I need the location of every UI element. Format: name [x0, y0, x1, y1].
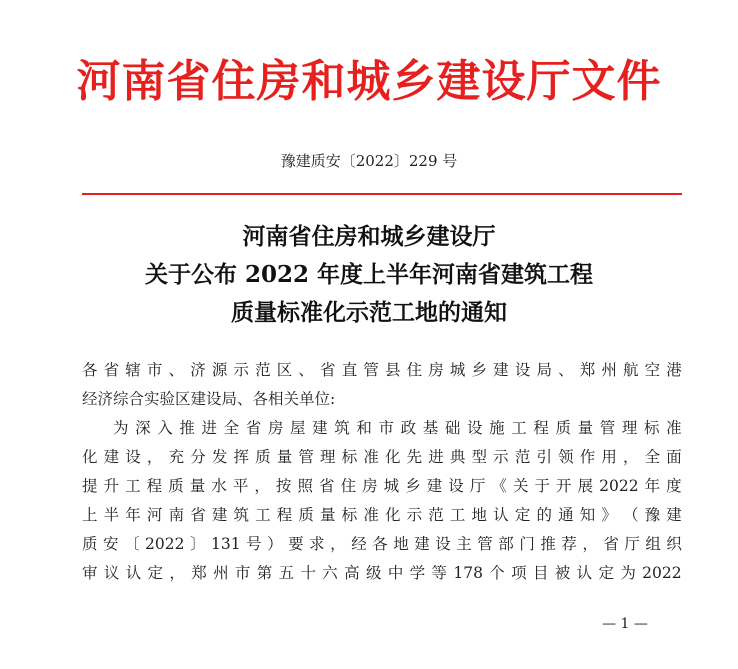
notice-title — [0, 218, 738, 332]
body-line-paragraph-2: 化 建 设 ， 充 分 发 挥 质 量 管 理 标 准 化 先 进 典 型 示 范 引 领 作 用 ， 全 面 — [82, 448, 682, 466]
body-line-paragraph-5: 质 安 〔 2022 〕 131 号 ） 要 求 ， 经 各 地 建 设 主 管 部 门 推 荐 ， 省 厅 组 织 — [82, 535, 682, 553]
body-line-recipients-1: 各 省 辖 市 、 济 源 示 范 区 、 省 直 管 县 住 房 城 乡 建 设 局 、 郑 州 航 空 港 — [82, 361, 682, 379]
body-line-paragraph-1: 为 深 入 推 进 全 省 房 屋 建 筑 和 市 政 基 础 设 施 工 程 质 量 管 理 标 准 — [113, 419, 682, 437]
page-number: — 1 — — [602, 616, 648, 632]
masthead-title: 河南省住房和城乡建设厅文件 — [76, 56, 662, 107]
document-number: 豫建质安〔2022〕229 号 — [280, 152, 458, 170]
body-line-paragraph-6: 审 议 认 定 ， 郑 州 市 第 五 十 六 高 级 中 学 等 178 个 项 目 被 认 定 为 2022 — [82, 564, 682, 582]
body-line-paragraph-4: 上 半 年 河 南 省 建 筑 工 程 质 量 标 准 化 示 范 工 地 认 定 的 通 知 》 （ 豫 建 — [82, 506, 682, 524]
title-line-2: 关于公布 2022 年度上半年河南省建筑工程 — [144, 261, 594, 288]
body-line-recipients-2: 经济综合实验区建设局、各相关单位: — [82, 390, 336, 408]
title-line-3: 质量标准化示范工地的通知 — [231, 299, 507, 326]
red-divider-line — [82, 193, 682, 195]
title-line-1: 河南省住房和城乡建设厅 — [242, 223, 496, 250]
notice-body — [82, 356, 682, 588]
body-line-paragraph-3: 提 升 工 程 质 量 水 平 ， 按 照 省 住 房 城 乡 建 设 厅 《 关 于 开 展 2022 年 度 — [82, 477, 682, 495]
